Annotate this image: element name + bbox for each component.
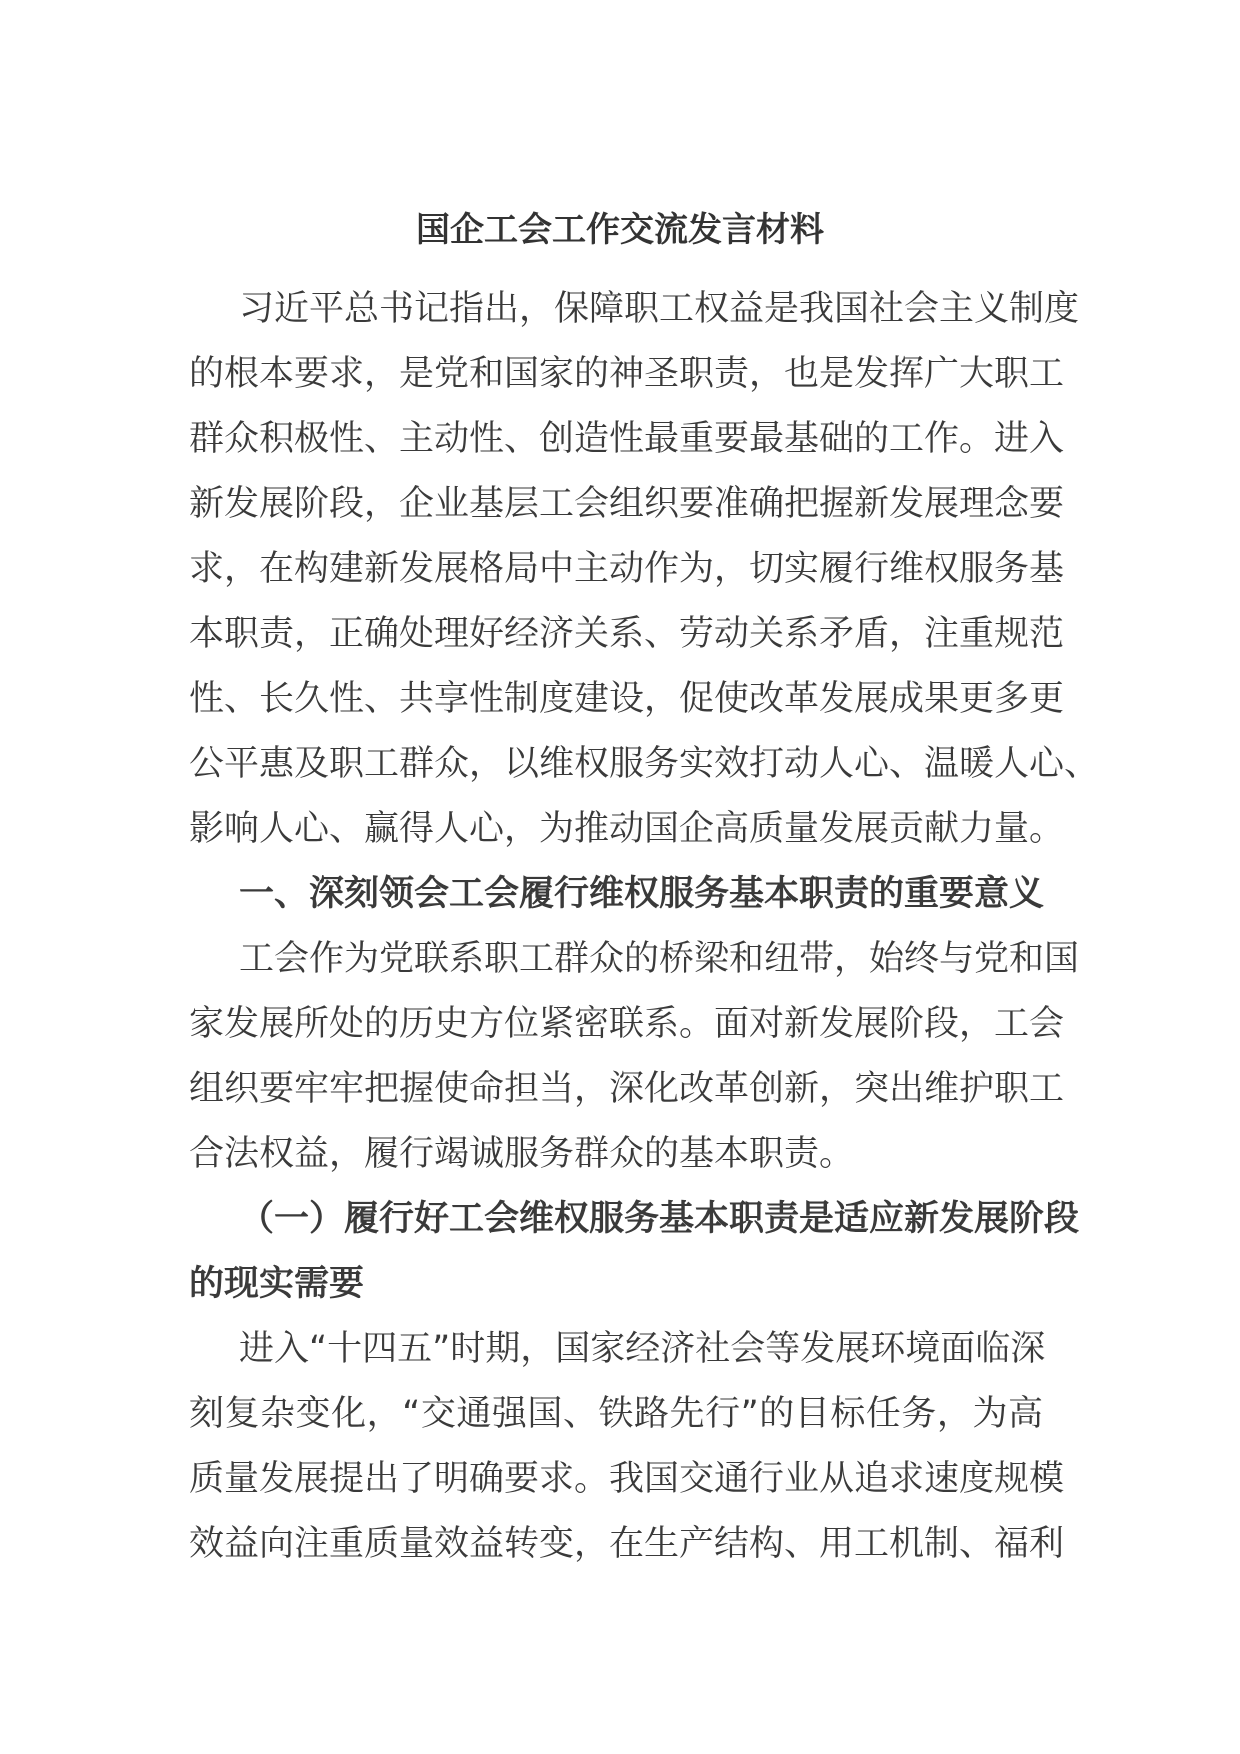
paragraph-line: 进入“十四五”时期，国家经济社会等发展环境面临深 [239, 1329, 1046, 1369]
paragraph-line: 新发展阶段，企业基层工会组织要准确把握新发展理念要 [189, 484, 1065, 524]
section-heading-line: 的现实需要 [189, 1264, 365, 1304]
paragraph-line: 求，在构建新发展格局中主动作为，切实履行维权服务基 [189, 549, 1065, 589]
paragraph-line: 工会作为党联系职工群众的桥梁和纽带，始终与党和国 [239, 939, 1080, 979]
paragraph-line: 习近平总书记指出，保障职工权益是我国社会主义制度 [239, 289, 1080, 329]
paragraph-line: 影响人心、赢得人心，为推动国企高质量发展贡献力量。 [189, 809, 1065, 849]
section-heading-line: （一）履行好工会维权服务基本职责是适应新发展阶段 [239, 1199, 1080, 1239]
document-title: 国企工会工作交流发言材料 [416, 210, 824, 250]
paragraph-line: 合法权益，履行竭诚服务群众的基本职责。 [189, 1134, 855, 1174]
paragraph-line: 性、长久性、共享性制度建设，促使改革发展成果更多更 [189, 679, 1065, 719]
paragraph-line: 本职责，正确处理好经济关系、劳动关系矛盾，注重规范 [189, 614, 1065, 654]
paragraph-line: 组织要牢牢把握使命担当，深化改革创新，突出维护职工 [189, 1069, 1065, 1109]
paragraph-line: 刻复杂变化，“交通强国、铁路先行”的目标任务，为高 [189, 1394, 1043, 1434]
section-heading-line: 一、深刻领会工会履行维权服务基本职责的重要意义 [239, 874, 1045, 914]
paragraph-line: 家发展所处的历史方位紧密联系。面对新发展阶段，工会 [189, 1004, 1065, 1044]
paragraph-line: 的根本要求，是党和国家的神圣职责，也是发挥广大职工 [189, 354, 1065, 394]
paragraph-line: 群众积极性、主动性、创造性最重要最基础的工作。进入 [189, 419, 1065, 459]
document-body [189, 277, 1100, 1577]
paragraph-line: 公平惠及职工群众，以维权服务实效打动人心、温暖人心、 [189, 744, 1100, 784]
paragraph-line: 效益向注重质量效益转变，在生产结构、用工机制、福利 [189, 1524, 1065, 1564]
paragraph-line: 质量发展提出了明确要求。我国交通行业从追求速度规模 [189, 1459, 1065, 1499]
